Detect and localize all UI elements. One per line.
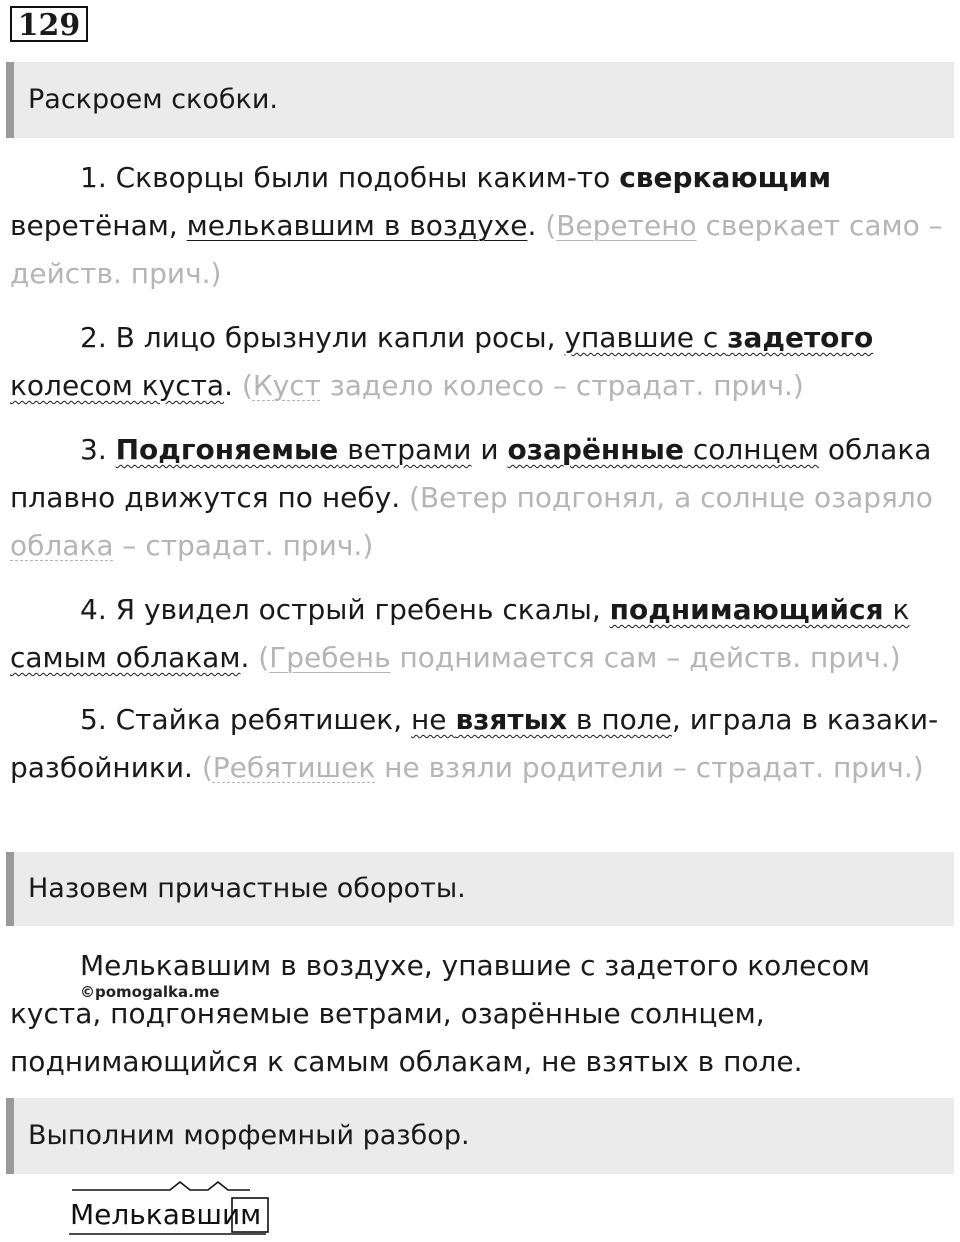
section-title: Выполним морфемный разбор.	[28, 1120, 470, 1151]
section-header-morpheme-analysis	[6, 1098, 954, 1174]
section-title: Раскроем скобки.	[28, 84, 278, 115]
section-header-participial-phrases	[6, 852, 954, 926]
sentence-4: 4. Я увидел острый гребень скалы, поднимающийся к самым облакам. (Гребень поднимается сам – действ. прич.)	[10, 593, 910, 674]
section-header-open-brackets	[6, 62, 954, 138]
sentence-5: 5. Стайка ребятишек, не взятых в поле, играла в казаки-разбойники. (Ребятишек не взяли родители – страдат. прич.)	[10, 703, 939, 784]
sentence-2: 2. В лицо брызнули капли росы, упавшие с задетого колесом куста. (Куст задело колесо – страдат. прич.)	[10, 321, 874, 402]
root-arc	[72, 1182, 250, 1190]
sentence-3: 3. Подгоняемые ветрами и озарённые солнцем облака плавно движутся по небу. (Ветер подгонял, а солнце озаряло облака – страдат. прич.)	[10, 433, 933, 562]
morpheme-analysis-diagram	[60, 1180, 300, 1242]
watermark: ©pomogalka.me	[80, 983, 220, 1001]
exercise-number: 129	[10, 6, 88, 42]
morph-word: Мелькавшим	[70, 1198, 262, 1231]
participial-phrases-list: Мелькавшим в воздухе, упавшие с задетого колесом куста, подгоняемые ветрами, озарённые солнцем, поднимающийся к самым облакам, не взятых в поле.	[10, 949, 871, 1078]
sentence-1: 1. Скворцы были подобны каким-то сверкающим веретёнам, мелькавшим в воздухе. (Веретено сверкает само – действ. прич.)	[10, 161, 943, 290]
morpheme-markup-svg	[60, 1180, 300, 1238]
section-title: Назовем причастные обороты.	[28, 873, 466, 904]
